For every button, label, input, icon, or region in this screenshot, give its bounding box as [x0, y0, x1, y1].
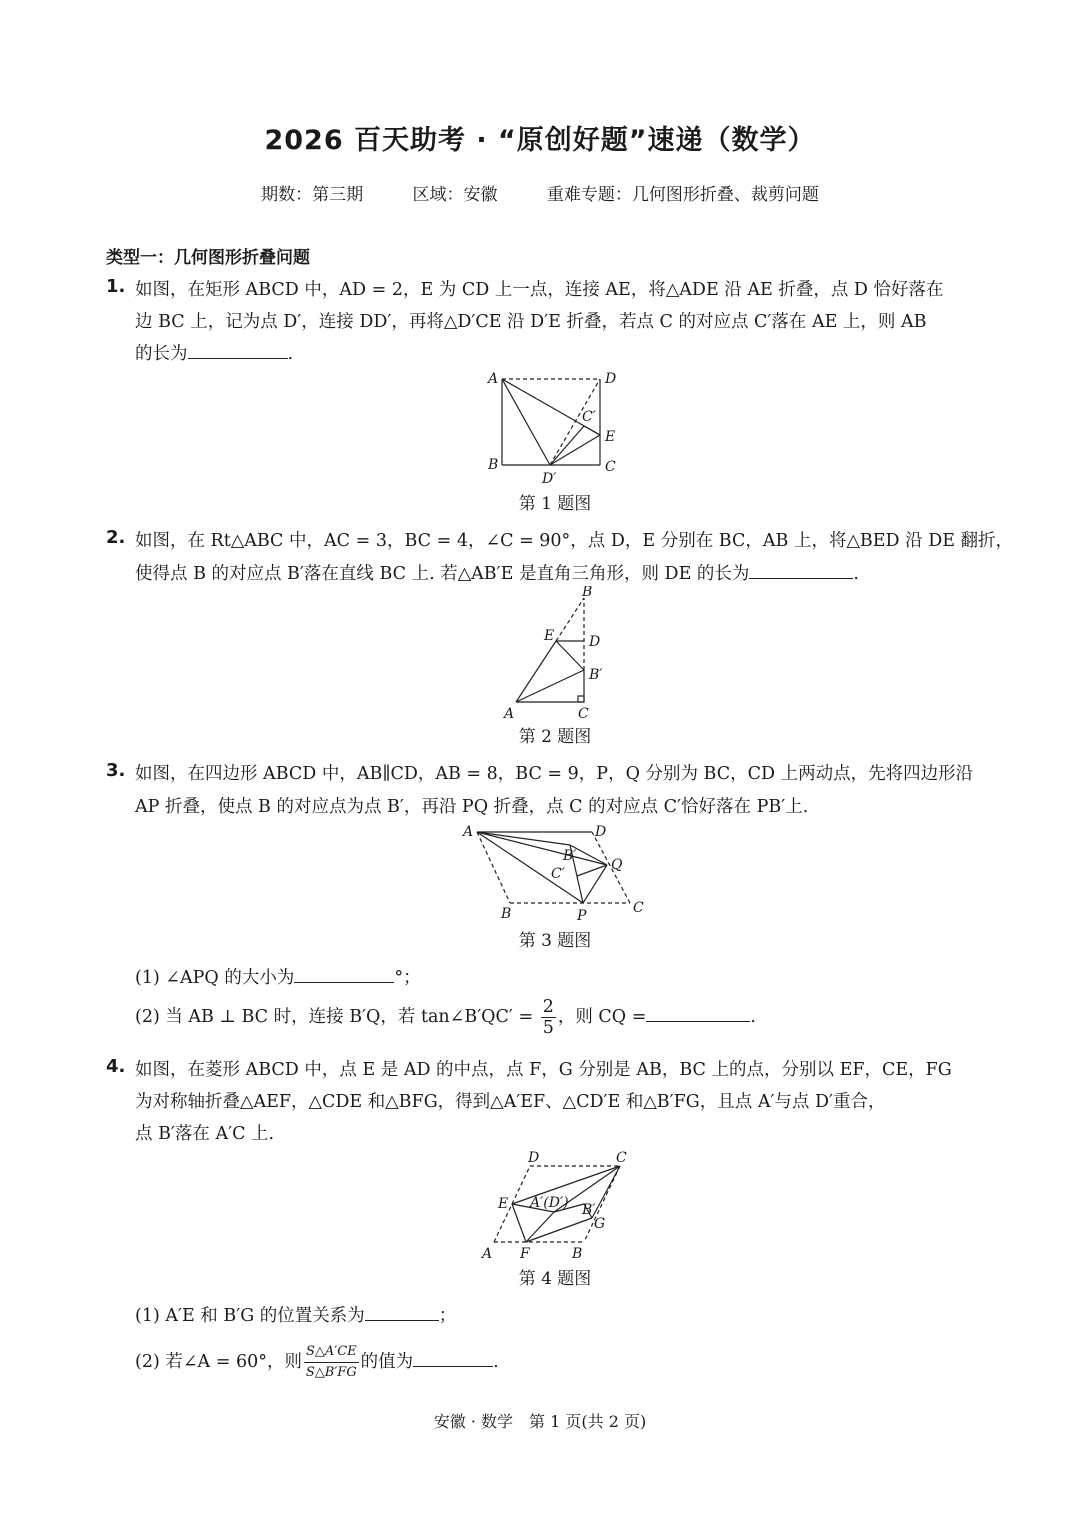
question-3-number: 3.	[106, 760, 126, 781]
q2-label-a: A	[504, 706, 515, 722]
q1-label-d: D	[605, 371, 617, 387]
q3-label-b: B	[501, 906, 512, 922]
question-4-line-2: 为对称轴折叠△AEF，△CDE 和△BFG，得到△A′EF、△CD′E 和△B′FG，且点 A′与点 D′重合，	[135, 1092, 886, 1112]
question-1-prompt: 的长为	[135, 344, 188, 364]
question-4-sub-1	[135, 1302, 456, 1327]
question-4-fraction	[304, 1342, 359, 1383]
question-2-answer-blank[interactable]	[749, 560, 853, 579]
q4-label-d: D	[528, 1150, 540, 1166]
question-1-figure	[480, 368, 630, 486]
page-title: 2026 百天助考 · “原创好题”速递（数学）	[264, 125, 816, 156]
q3-label-p: P	[577, 908, 587, 924]
question-1-answer-blank[interactable]	[188, 340, 288, 359]
section-title: 类型一：几何图形折叠问题	[106, 248, 310, 268]
question-1-tail: .	[287, 344, 294, 364]
q1-label-a: A	[488, 371, 499, 387]
question-4-sub-2-after: 的值为	[360, 1352, 414, 1372]
question-2-tail: .	[853, 564, 859, 584]
question-3-sub-2	[135, 996, 756, 1038]
question-3-line-2: AP 折叠，使点 B 的对应点为点 B′，再沿 PQ 折叠，点 C 的对应点 C′恰好落在 PB′上.	[135, 797, 809, 817]
question-4-line-1: 如图，在菱形 ABCD 中，点 E 是 AD 的中点，点 F，G 分别是 AB，BC 上的点，分别以 EF，CE，FG	[135, 1060, 952, 1080]
question-3-sub-2-tail: .	[750, 1007, 756, 1027]
issue-meta	[0, 180, 1080, 205]
question-4-caption: 第 4 题图	[518, 1269, 592, 1289]
q3-label-d: D	[595, 824, 607, 840]
q3-label-a: A	[463, 824, 474, 840]
q4-label-b-prime: B′	[582, 1202, 596, 1218]
q1-label-c: C	[605, 459, 616, 475]
q1-label-d-prime: D′	[542, 471, 557, 486]
question-3-caption: 第 3 题图	[518, 931, 592, 951]
question-1-line-1: 如图，在矩形 ABCD 中，AD = 2，E 为 CD 上一点，连接 AE，将△ADE 沿 AE 折叠，点 D 恰好落在	[135, 280, 944, 300]
question-3-figure	[455, 820, 655, 924]
question-4-sub-1-blank[interactable]	[365, 1302, 439, 1321]
issue-region: 区域：安徽	[412, 185, 498, 205]
question-4-sub-2	[135, 1340, 499, 1384]
question-3-sub-1	[135, 964, 421, 989]
q3-label-c-prime: C′	[551, 866, 565, 882]
q4-label-g: G	[594, 1216, 606, 1232]
question-3-sub-1-text: (1) ∠APQ 的大小为	[135, 968, 295, 988]
question-3-fraction	[541, 997, 556, 1038]
q4-label-f: F	[520, 1246, 530, 1262]
question-2-figure	[498, 586, 618, 722]
question-4-sub-1-tail: ；	[438, 1306, 457, 1326]
question-4-fraction-den: S△B′FG	[305, 1365, 357, 1380]
q2-label-c: C	[578, 706, 589, 722]
question-3-fraction-num: 2	[542, 997, 554, 1017]
question-3-line-1: 如图，在四边形 ABCD 中，AB∥CD，AB = 8，BC = 9，P，Q 分别为 BC，CD 上两动点，先将四边形沿	[135, 764, 974, 784]
question-3-sub-2-text: (2) 当 AB ⊥ BC 时，连接 B′Q，若 tan∠B′QC′ =	[135, 1007, 534, 1027]
question-3-sub-2-blank[interactable]	[646, 1003, 750, 1022]
question-2-line-2	[135, 560, 859, 585]
q2-label-d: D	[589, 634, 601, 650]
q4-label-c: C	[616, 1150, 627, 1166]
question-4-sub-2-blank[interactable]	[413, 1348, 493, 1367]
question-4-number: 4.	[106, 1056, 126, 1077]
question-1-line-3	[135, 340, 293, 365]
question-3-sub-1-blank[interactable]	[294, 964, 394, 983]
q4-label-a: A	[482, 1246, 493, 1262]
question-3-sub-1-tail: °；	[394, 968, 421, 988]
issue-number: 期数：第三期	[261, 185, 364, 205]
q3-label-c: C	[633, 900, 644, 916]
question-4-figure	[470, 1146, 640, 1264]
q1-label-c-prime: C′	[582, 409, 596, 425]
question-3-fraction-den: 5	[542, 1018, 554, 1038]
question-2-number: 2.	[106, 527, 126, 548]
q2-label-b-prime: B′	[589, 667, 603, 683]
q3-label-b-prime: B′	[563, 848, 577, 864]
question-1-caption: 第 1 题图	[518, 494, 592, 514]
q4-label-a-prime-d-prime: A′(D′)	[530, 1195, 569, 1211]
question-4-sub-1-text: (1) A′E 和 B′G 的位置关系为	[135, 1306, 365, 1326]
q1-label-e: E	[605, 429, 616, 445]
question-4-fraction-num: S△A′CE	[304, 1342, 359, 1363]
page-footer: 安徽 · 数学 第 1 页(共 2 页)	[433, 1412, 647, 1431]
question-3-sub-2-after: ，则 CQ =	[557, 1007, 647, 1027]
q4-label-e: E	[498, 1196, 509, 1212]
question-1-line-2: 边 BC 上，记为点 D′，连接 DD′，再将△D′CE 沿 D′E 折叠，若点 C 的对应点 C′落在 AE 上，则 AB	[135, 312, 927, 332]
q1-label-b: B	[488, 457, 499, 473]
q2-label-e: E	[544, 628, 555, 644]
question-2-line-1: 如图，在 Rt△ABC 中，AC = 3，BC = 4，∠C = 90°，点 D，E 分别在 BC，AB 上，将△BED 沿 DE 翻折，	[135, 531, 1014, 551]
question-4-sub-2-tail: .	[493, 1352, 499, 1372]
question-4-sub-2-text: (2) 若∠A = 60°，则	[135, 1352, 302, 1372]
question-2-caption: 第 2 题图	[518, 727, 592, 747]
question-4-line-3: 点 B′落在 A′C 上.	[135, 1124, 275, 1144]
q2-label-b: B	[582, 586, 593, 600]
q4-label-b: B	[572, 1246, 583, 1262]
issue-topic: 重难专题：几何图形折叠、裁剪问题	[546, 185, 819, 205]
question-1-number: 1.	[106, 276, 126, 297]
q3-label-q: Q	[611, 857, 623, 873]
question-2-prompt: 使得点 B 的对应点 B′落在直线 BC 上. 若△AB′E 是直角三角形，则 DE 的长为	[135, 564, 750, 584]
